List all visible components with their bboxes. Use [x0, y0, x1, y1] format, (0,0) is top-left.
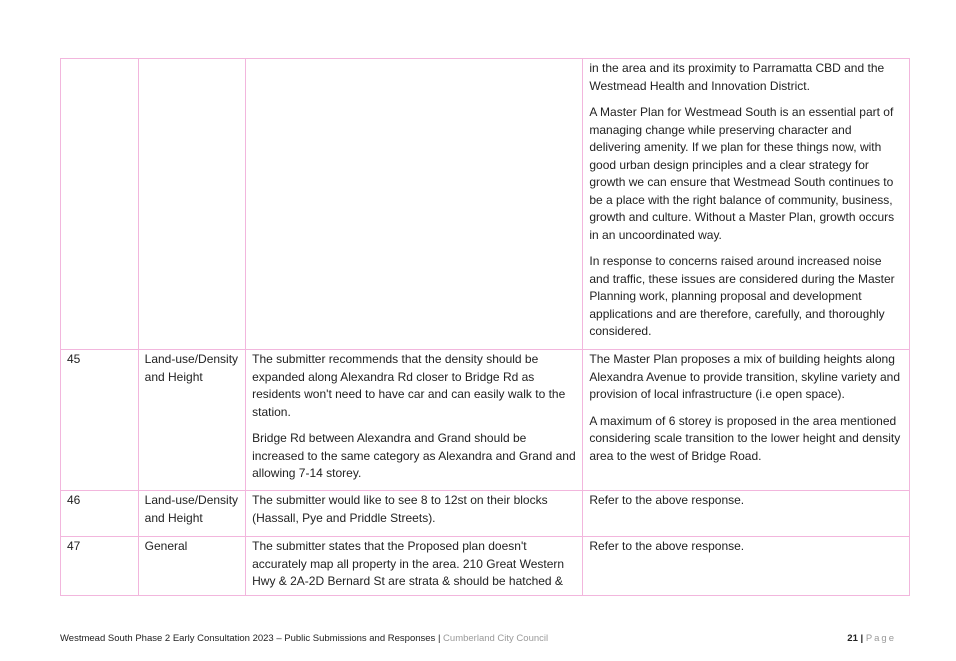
submission-text: [246, 537, 583, 596]
response-paragraph: Refer to the above response.: [589, 493, 745, 507]
submissions-table: [60, 58, 910, 596]
document-title: Westmead South Phase 2 Early Consultation 2023 – Public Submissions and Responses: [60, 633, 436, 644]
page-separator: |: [860, 633, 864, 644]
submission-number: [61, 59, 139, 350]
table-row: [61, 491, 910, 537]
footer-right: [847, 632, 896, 645]
table-row: [61, 350, 910, 491]
submission-category: General: [138, 537, 245, 596]
response-text: [583, 350, 910, 491]
response-text: [583, 491, 910, 537]
submission-number: 47: [61, 537, 139, 596]
page-number: 21: [847, 633, 858, 644]
response-paragraph: A Master Plan for Westmead South is an essential part of managing change while preserving character and delivering amenity. If we plan for these things now, with good urban design principles and a clear strategy for growth we can ensure that Westmead South continues to be a place with the right balance of community, business, growth and culture. Without a Master Plan, growth occurs in an uncoordinated way.: [589, 105, 895, 242]
submission-paragraph: The submitter recommends that the density should be expanded along Alexandra Rd closer to Bridge Rd as residents won't need to have car and can easily walk to the station.: [252, 352, 566, 419]
response-paragraph: A maximum of 6 storey is proposed in the area mentioned considering scale transition to the lower height and density area to the west of Bridge Road.: [589, 413, 901, 463]
table-row: [61, 537, 910, 596]
table-row: [61, 59, 910, 350]
submission-number: 45: [61, 350, 139, 491]
response-paragraph: In response to concerns raised around increased noise and traffic, these issues are considered during the Master Planning work, planning proposal and development applications and are therefore, carefully, and thoroughly considered.: [589, 254, 895, 338]
submission-category: Land-use/Density and Height: [138, 491, 245, 537]
page-word: Page: [865, 633, 896, 644]
submission-text: [246, 491, 583, 537]
footer-separator: |: [437, 633, 441, 644]
submission-category: [138, 59, 245, 350]
submission-paragraph: The submitter states that the Proposed plan doesn't accurately map all property in the area. 210 Great Western Hwy & 2A-2D Bernard St are strata & should be hatched &: [252, 539, 565, 588]
submission-paragraph: The submitter would like to see 8 to 12st on their blocks (Hassall, Pye and Priddle Streets).: [252, 493, 548, 525]
submission-number: 46: [61, 491, 139, 537]
submission-category: Land-use/Density and Height: [138, 350, 245, 491]
footer-left: [60, 632, 548, 645]
response-paragraph: in the area and its proximity to Parramatta CBD and the Westmead Health and Innovation District.: [589, 61, 885, 93]
response-paragraph: The Master Plan proposes a mix of building heights along Alexandra Avenue to provide transition, skyline variety and provision of local infrastructure (i.e open space).: [589, 352, 900, 401]
submission-paragraph: Bridge Rd between Alexandra and Grand should be increased to the same category as Alexandra and Grand and allowing 7-14 storey.: [252, 431, 576, 480]
council-name: Cumberland City Council: [443, 633, 549, 644]
response-text: [583, 537, 910, 596]
submission-text: [246, 350, 583, 491]
response-paragraph: Refer to the above response.: [589, 539, 745, 553]
response-text: [583, 59, 910, 350]
submission-text: [246, 59, 583, 350]
